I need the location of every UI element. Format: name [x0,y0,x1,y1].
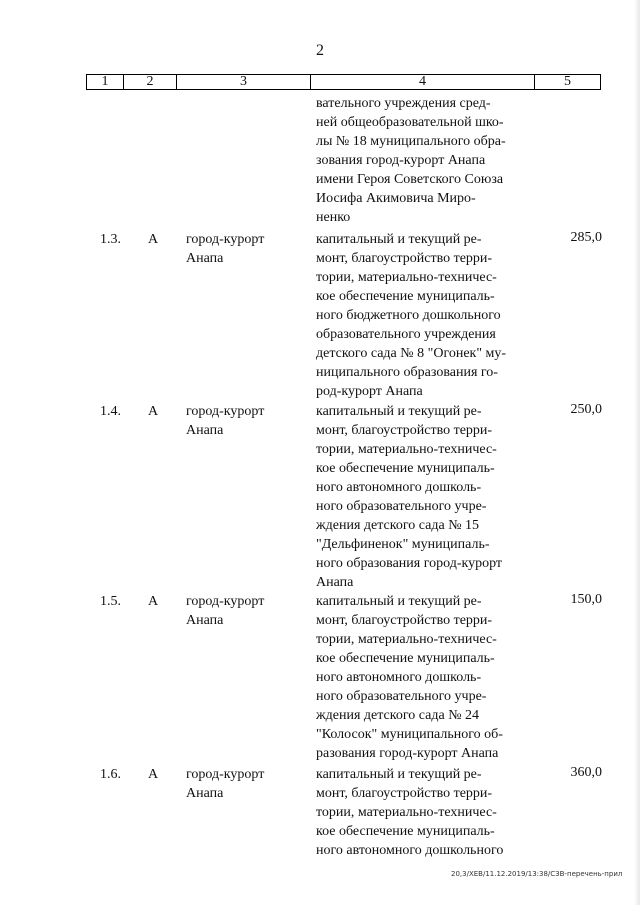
description-line: ного образовательного учре- [316,689,487,704]
description-line: "Дельфиненок" муниципаль- [316,537,490,552]
row-category: А [148,232,159,247]
description-line: кое обеспечение муниципаль- [316,824,495,839]
description-line: капитальный и текущий ре- [316,594,482,609]
description-line: ней общеобразовательной шко- [316,115,504,130]
description-line: ного образования город-курорт [316,556,503,571]
continuation-description [316,94,521,227]
header-col-2: 2 [124,75,177,89]
header-col-5: 5 [564,74,571,89]
description-line: ненко [316,210,351,225]
row-amount: 285,0 [570,230,602,245]
description-line: кое обеспечение муниципаль- [316,651,495,666]
description-line: капитальный и текущий ре- [316,404,482,419]
description-line: монт, благоустройство терри- [316,613,493,628]
row-description [316,230,521,401]
row-amount: 150,0 [570,592,602,607]
row-category: А [148,594,159,609]
description-line: капитальный и текущий ре- [316,232,482,247]
description-line: образовательного учреждения [316,327,496,342]
description-line: монт, благоустройство терри- [316,251,493,266]
description-line: Анапа [316,575,354,590]
description-line: разования город-курорт Анапа [316,746,499,761]
row-municipality: город-курорт Анапа [186,767,265,801]
description-line: имени Героя Советского Союза [316,172,504,187]
description-line: ного автономного дошкольного [316,843,504,858]
description-line: ждения детского сада № 15 [316,518,480,533]
description-line: зования город-курорт Анапа [316,153,486,168]
description-line: род-курорт Анапа [316,384,423,399]
description-line: ного образовательного учре- [316,499,487,514]
row-number: 1.5. [100,594,121,609]
header-col-1: 1 [87,75,124,89]
description-line: монт, благоустройство терри- [316,786,493,801]
description-line: вательного учреждения сред- [316,96,491,111]
description-line: тории, материально-техничес- [316,805,497,820]
row-description [316,592,521,763]
description-line: тории, материально-техничес- [316,270,497,285]
description-line: кое обеспечение муниципаль- [316,289,495,304]
scan-edge-shadow [634,0,640,905]
row-municipality: город-курорт Анапа [186,404,265,438]
description-line: ниципального образования го- [316,365,498,380]
description-line: лы № 18 муниципального обра- [316,134,506,149]
description-line: капитальный и текущий ре- [316,767,482,782]
description-line: тории, материально-техничес- [316,442,497,457]
description-line: Иосифа Акимовича Миро- [316,191,476,206]
header-col-4: 4 [311,75,535,89]
row-description [316,402,521,592]
description-line: ждения детского сада № 24 [316,708,480,723]
header-col-3: 3 [177,75,311,89]
row-category: А [148,767,159,782]
row-amount: 250,0 [570,402,602,417]
description-line: "Колосок" муниципального об- [316,727,503,742]
row-number: 1.3. [100,232,121,247]
description-line: ного автономного дошколь- [316,480,482,495]
document-footer-code: 20,3/ХЕВ/11.12.2019/13:38/СЗВ-перечень-прил [451,870,623,878]
description-line: ного бюджетного дошкольного [316,308,501,323]
description-line: монт, благоустройство терри- [316,423,493,438]
page-number: 2 [316,42,324,59]
row-category: А [148,404,159,419]
table-header [86,74,601,90]
row-number: 1.6. [100,767,121,782]
description-line: тории, материально-техничес- [316,632,497,647]
description-line: кое обеспечение муниципаль- [316,461,495,476]
row-description [316,765,521,860]
description-line: ного автономного дошколь- [316,670,482,685]
description-line: детского сада № 8 "Огонек" му- [316,346,507,361]
row-amount: 360,0 [570,765,602,780]
row-number: 1.4. [100,404,121,419]
row-municipality: город-курорт Анапа [186,232,265,266]
row-municipality: город-курорт Анапа [186,594,265,628]
